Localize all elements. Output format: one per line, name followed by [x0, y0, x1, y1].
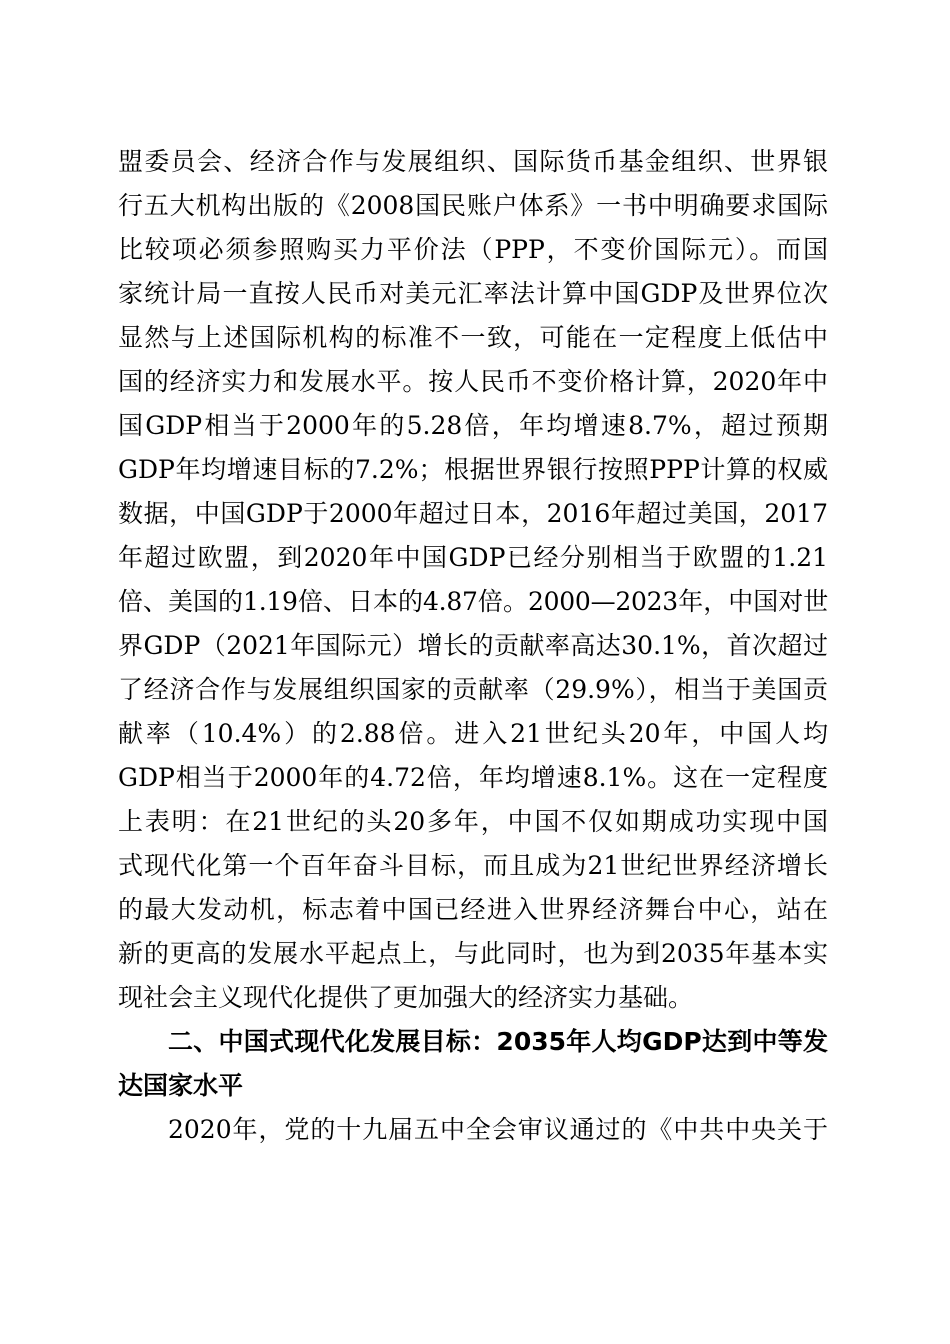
- paragraph-line: 行五大机构出版的《2008国民账户体系》一书中明确要求国际: [118, 191, 828, 220]
- paragraph-line: 献率（10.4%）的2.88倍。进入21世纪头20年，中国人均: [118, 719, 828, 748]
- paragraph-line: 界GDP（2021年国际元）增长的贡献率高达30.1%，首次超过: [118, 631, 828, 660]
- section-heading: 二、中国式现代化发展目标：2035年人均GDP达到中等发: [168, 1027, 828, 1056]
- paragraph-line: GDP相当于2000年的4.72倍，年均增速8.1%。这在一定程度: [118, 763, 828, 792]
- section-heading-continuation: 达国家水平: [118, 1071, 244, 1100]
- paragraph-line: 比较项必须参照购买力平价法（PPP，不变价国际元）。而国: [118, 235, 828, 264]
- paragraph-line: 式现代化第一个百年奋斗目标，而且成为21世纪世界经济增长: [118, 851, 828, 880]
- paragraph-line: 盟委员会、经济合作与发展组织、国际货币基金组织、世界银: [118, 147, 828, 176]
- paragraph-line: 2020年，党的十九届五中全会审议通过的《中共中央关于: [168, 1115, 828, 1144]
- paragraph-line: 家统计局一直按人民币对美元汇率法计算中国GDP及世界位次: [118, 279, 828, 308]
- paragraph-line: 现社会主义现代化提供了更加强大的经济实力基础。: [118, 983, 694, 1012]
- paragraph-line: 上表明：在21世纪的头20多年，中国不仅如期成功实现中国: [118, 807, 828, 836]
- paragraph-line: 的最大发动机，标志着中国已经进入世界经济舞台中心，站在: [118, 895, 828, 924]
- paragraph-line: 数据，中国GDP于2000年超过日本，2016年超过美国，2017: [118, 499, 828, 528]
- paragraph-line: GDP年均增速目标的7.2%；根据世界银行按照PPP计算的权威: [118, 455, 828, 484]
- paragraph-line: 国的经济实力和发展水平。按人民币不变价格计算，2020年中: [118, 367, 828, 396]
- paragraph-line: 年超过欧盟，到2020年中国GDP已经分别相当于欧盟的1.21: [118, 543, 828, 572]
- paragraph-line: 显然与上述国际机构的标准不一致，可能在一定程度上低估中: [118, 323, 828, 352]
- paragraph-line: 倍、美国的1.19倍、日本的4.87倍。2000—2023年，中国对世: [118, 587, 828, 616]
- paragraph-line: 新的更高的发展水平起点上，与此同时，也为到2035年基本实: [118, 939, 828, 968]
- paragraph-line: 国GDP相当于2000年的5.28倍，年均增速8.7%，超过预期: [118, 411, 828, 440]
- paragraph-line: 了经济合作与发展组织国家的贡献率（29.9%），相当于美国贡: [118, 675, 828, 704]
